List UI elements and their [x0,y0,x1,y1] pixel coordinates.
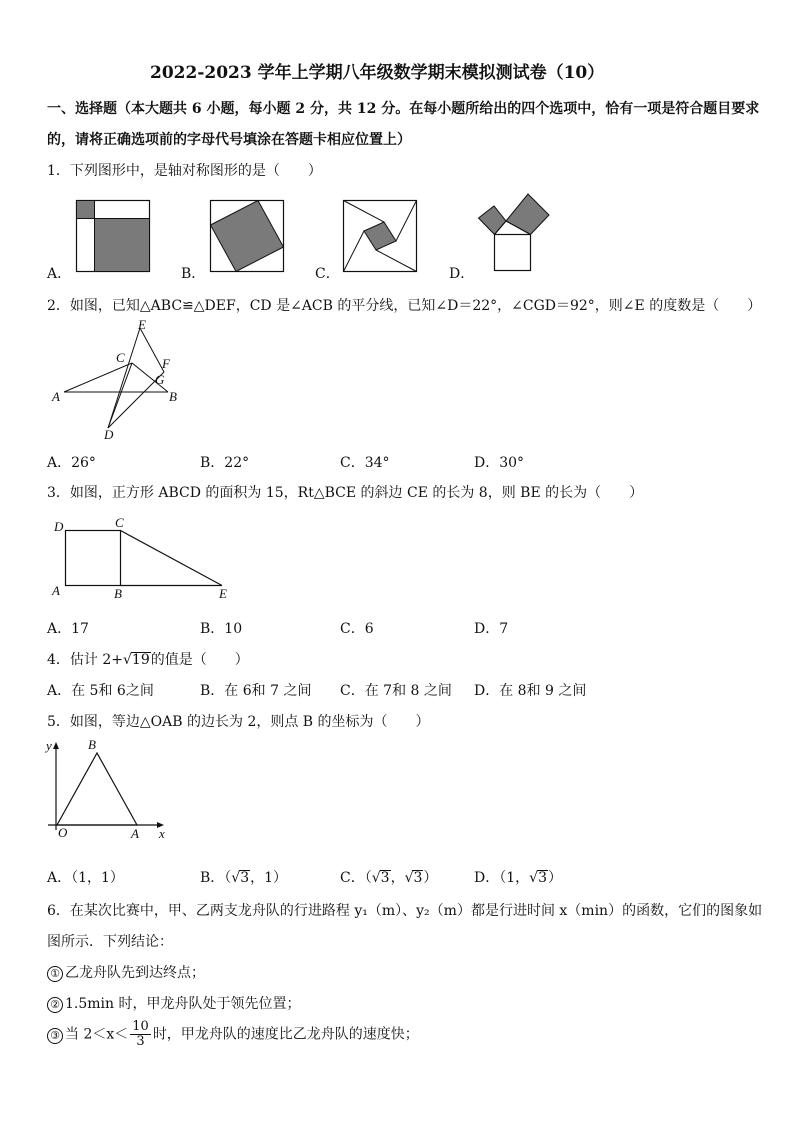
q2-point-c: C [116,350,125,365]
q5-option-a: A．（1，1） [47,870,124,886]
q2-point-f: F [162,356,170,371]
q2-option-b: B．22° [200,455,250,471]
question-3-stem: 3．如图，正方形 ABCD 的面积为 15，Rt△BCE 的斜边 CE 的长为 8，则 BE 的长为（ ） [47,485,644,501]
question-6-line2: 图所示．下列结论： [47,934,173,950]
sqrt-sign-icon: √ [371,870,381,886]
q2-option-c: C．34° [340,455,390,471]
q5-option-c-mid: ， [390,870,405,886]
section-instructions-line1: 一、选择题（本大题共 6 小题，每小题 2 分，共 12 分。在每小题所给出的四个选项中，恰有一项是符合题目要求 [47,101,760,117]
q5-option-c-pre: C．（ [340,870,372,886]
q4-radicand: 19 [131,652,150,668]
q4-stem-post: 的值是（ ） [150,652,249,668]
q6-conclusion-1 [47,962,205,982]
q3-point-c: C [115,515,124,530]
q1-option-a-label: A． [47,266,72,282]
q1-option-c-label: C． [315,266,340,282]
q2-point-b: B [169,389,177,404]
q5-option-b [200,867,287,887]
q5-point-a: A [131,826,139,841]
q5-axis-y: y [46,738,52,753]
question-4-stem [47,649,249,669]
q3-option-d: D．7 [474,621,509,637]
sqrt-sign-icon: √ [529,870,539,886]
q1-option-d-label: D． [449,266,475,282]
q4-option-c: C．在 7和 8 之间 [340,683,452,699]
q6-fraction-denominator: 3 [136,1034,145,1049]
q3-point-d: D [54,519,64,534]
q5-option-b-post: ，1） [250,870,288,886]
q1-figure-d [478,193,552,273]
q5-option-c [340,867,437,887]
q3-figure [60,525,230,587]
q1-option-b-label: B． [181,266,206,282]
question-2-stem: 2．如图，已知△ABC≌△DEF，CD 是∠ACB 的平分线，已知∠D＝22°，∠CGD＝92°，则∠E 的度数是（ ） [47,298,762,314]
q6-conclusion-1-text: 乙龙舟队先到达终点； [65,965,205,981]
q3-point-a: A [52,583,60,598]
q1-figure-c [343,200,417,272]
q6-conclusion-2 [47,993,300,1013]
q2-point-g: G [155,372,165,387]
q2-point-e: E [138,317,146,332]
sqrt-sign-icon: √ [231,870,241,886]
q5-option-d-post: ） [547,870,562,886]
q5-point-b: B [88,737,96,752]
q6-fraction-numerator: 10 [132,1019,149,1034]
q3-option-a: A．17 [47,621,89,637]
q4-option-b: B．在 6和 7 之间 [200,683,312,699]
q5-option-b-pre: B．（ [200,870,232,886]
q5-origin-o: O [58,825,68,840]
q3-option-b: B．10 [200,621,243,637]
page-title: 2022-2023 学年上学期八年级数学期末模拟测试卷（10） [150,63,605,83]
q5-option-d-radicand: 3 [538,870,547,886]
q4-option-d: D．在 8和 9 之间 [474,683,587,699]
q1-figure-b [210,200,284,272]
q6-conclusion-3-pre: 当 2＜x＜ [65,1026,129,1043]
q2-option-a: A．26° [47,455,96,471]
section-instructions-line2: 的，请将正确选项前的字母代号填涂在答题卡相应位置上） [47,132,411,148]
q4-stem-pre: 4．估计 2+ [47,652,123,668]
q3-point-b: B [114,586,122,601]
q6-conclusion-3 [47,1020,419,1049]
q5-option-c-post: ） [423,870,438,886]
q6-conclusion-2-number: ② [47,997,63,1013]
q2-point-d: D [104,427,114,442]
q5-option-c-radicand-1: 3 [380,870,390,886]
q2-point-a: A [52,389,60,404]
q5-axis-x: x [159,826,165,841]
q6-conclusion-2-text: 1.5min 时，甲龙舟队处于领先位置； [65,996,301,1012]
q4-option-a: A．在 5和 6之间 [47,683,154,699]
q5-option-d [474,867,562,887]
q6-conclusion-3-post: 时，甲龙舟队的速度比乙龙舟队的速度快； [152,1026,419,1043]
question-6-line1: 6．在某次比赛中，甲、乙两支龙舟队的行进路程 y₁（m）、y₂（m）都是行进时间 x（min）的函数，它们的图象如 [47,903,763,919]
q3-point-e: E [219,586,227,601]
q6-fraction [130,1020,151,1049]
q6-conclusion-3-number: ③ [47,1028,63,1044]
q5-option-c-radicand-2: 3 [413,870,423,886]
q2-option-d: D．30° [474,455,525,471]
q3-option-c: C．6 [340,621,374,637]
sqrt-sign-icon: √ [404,870,414,886]
q5-option-b-radicand: 3 [240,870,250,886]
q2-figure [48,318,188,444]
question-5-stem: 5．如图，等边△OAB 的边长为 2，则点 B 的坐标为（ ） [47,714,430,730]
q5-option-d-pre: D．（1， [474,870,530,886]
q1-figure-a [76,200,150,272]
q6-conclusion-1-number: ① [47,966,63,982]
sqrt-sign-icon: √ [123,652,132,668]
question-1-stem: 1．下列图形中，是轴对称图形的是（ ） [47,163,322,179]
